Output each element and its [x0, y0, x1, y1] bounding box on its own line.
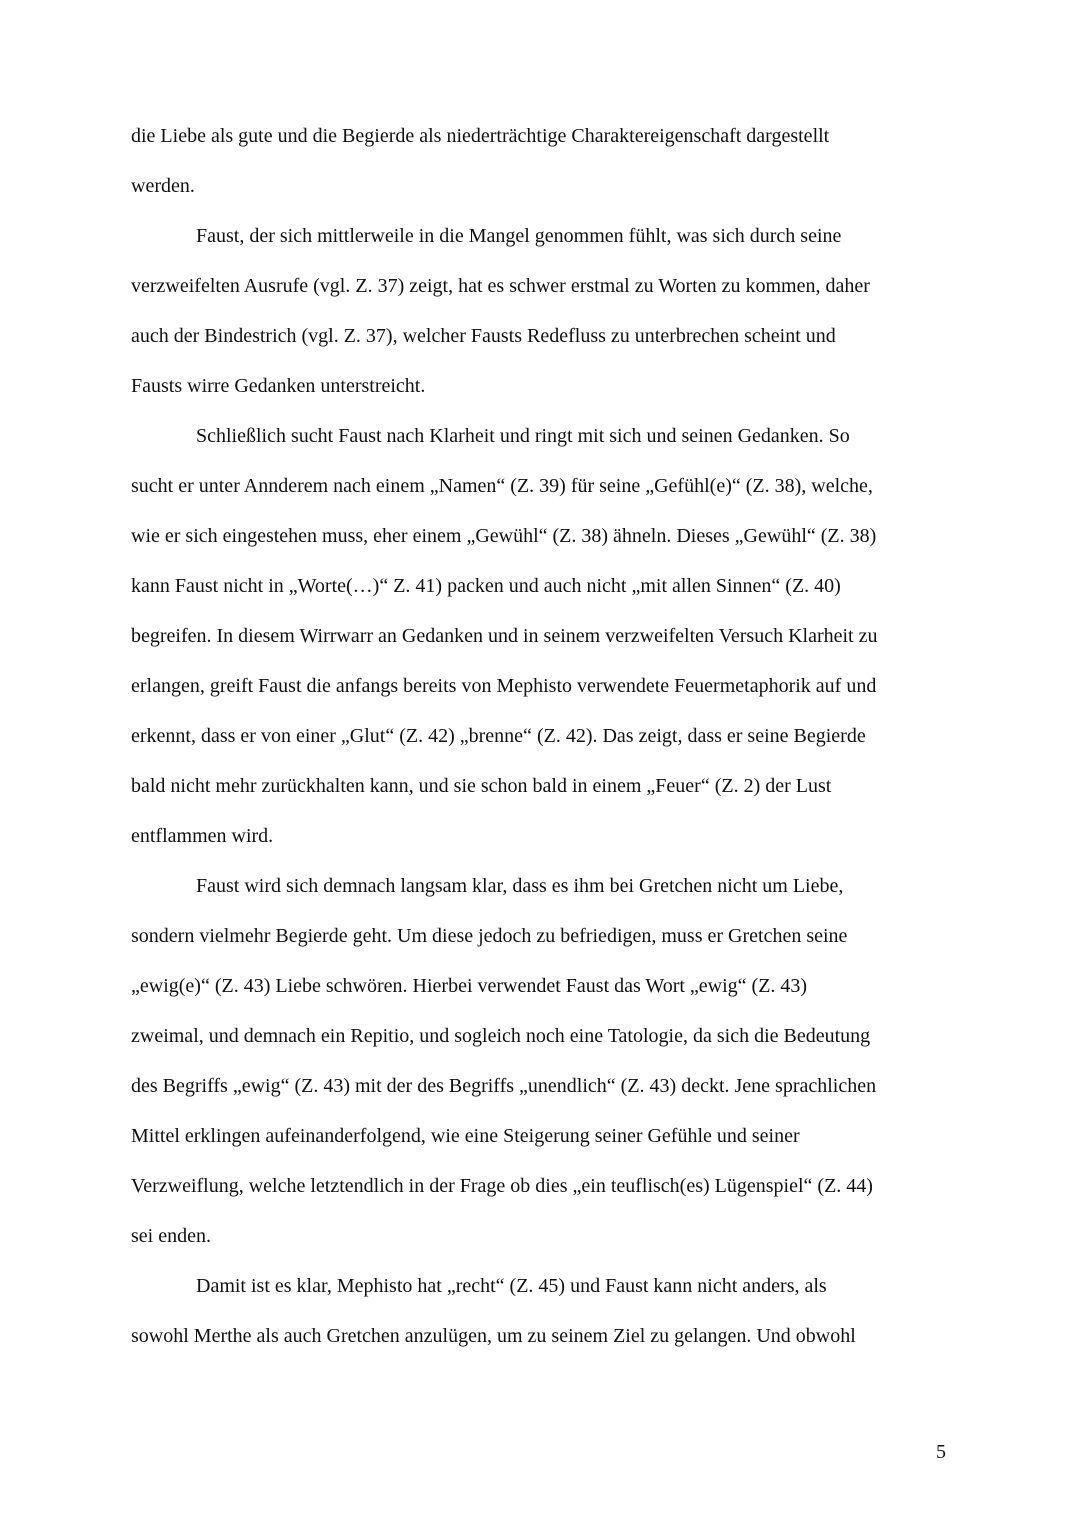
- text-line: kann Faust nicht in „Worte(…)“ Z. 41) packen und auch nicht „mit allen Sinnen“ (Z. 40): [131, 575, 841, 597]
- text-line: des Begriffs „ewig“ (Z. 43) mit der des Begriffs „unendlich“ (Z. 43) deckt. Jene sprachlichen: [131, 1075, 877, 1097]
- text-line: Fausts wirre Gedanken unterstreicht.: [131, 375, 426, 397]
- text-line: sei enden.: [131, 1225, 211, 1247]
- paragraph-first-line: Schließlich sucht Faust nach Klarheit und ringt mit sich und seinen Gedanken. So: [196, 425, 850, 447]
- text-line: auch der Bindestrich (vgl. Z. 37), welcher Fausts Redefluss zu unterbrechen scheint und: [131, 325, 836, 347]
- paragraph-first-line: Faust, der sich mittlerweile in die Mangel genommen fühlt, was sich durch seine: [196, 225, 842, 247]
- text-line: zweimal, und demnach ein Repitio, und sogleich noch eine Tatologie, da sich die Bedeutung: [131, 1025, 871, 1047]
- text-line: Verzweiflung, welche letztendlich in der Frage ob dies „ein teuflisch(es) Lügenspiel“ (Z. 44): [131, 1175, 873, 1197]
- text-line: bald nicht mehr zurückhalten kann, und sie schon bald in einem „Feuer“ (Z. 2) der Lust: [131, 775, 832, 797]
- text-line: verzweifelten Ausrufe (vgl. Z. 37) zeigt, hat es schwer erstmal zu Worten zu kommen, daher: [131, 275, 870, 297]
- text-line: die Liebe als gute und die Begierde als niederträchtige Charaktereigenschaft dargestellt: [131, 125, 830, 147]
- text-line: sowohl Merthe als auch Gretchen anzulügen, um zu seinem Ziel zu gelangen. Und obwohl: [131, 1325, 856, 1347]
- text-line: entflammen wird.: [131, 825, 274, 847]
- text-line: „ewig(e)“ (Z. 43) Liebe schwören. Hierbei verwendet Faust das Wort „ewig“ (Z. 43): [131, 975, 808, 997]
- page-number: 5: [936, 1441, 946, 1463]
- text-line: erlangen, greift Faust die anfangs bereits von Mephisto verwendete Feuermetaphorik auf und: [131, 675, 877, 697]
- paragraph-first-line: Damit ist es klar, Mephisto hat „recht“ (Z. 45) und Faust kann nicht anders, als: [196, 1275, 827, 1297]
- text-line: sondern vielmehr Begierde geht. Um diese jedoch zu befriedigen, muss er Gretchen seine: [131, 925, 848, 947]
- text-line: begreifen. In diesem Wirrwarr an Gedanken und in seinem verzweifelten Versuch Klarheit zu: [131, 625, 878, 647]
- text-line: Mittel erklingen aufeinanderfolgend, wie eine Steigerung seiner Gefühle und seiner: [131, 1125, 800, 1147]
- paragraph-first-line: Faust wird sich demnach langsam klar, dass es ihm bei Gretchen nicht um Liebe,: [196, 875, 844, 897]
- text-line: werden.: [131, 175, 195, 197]
- text-line: wie er sich eingestehen muss, eher einem „Gewühl“ (Z. 38) ähneln. Dieses „Gewühl“ (Z. 38): [131, 525, 877, 547]
- text-line: sucht er unter Annderem nach einem „Namen“ (Z. 39) für seine „Gefühl(e)“ (Z. 38), welche,: [131, 475, 873, 497]
- text-line: erkennt, dass er von einer „Glut“ (Z. 42) „brenne“ (Z. 42). Das zeigt, dass er seine Begierde: [131, 725, 866, 747]
